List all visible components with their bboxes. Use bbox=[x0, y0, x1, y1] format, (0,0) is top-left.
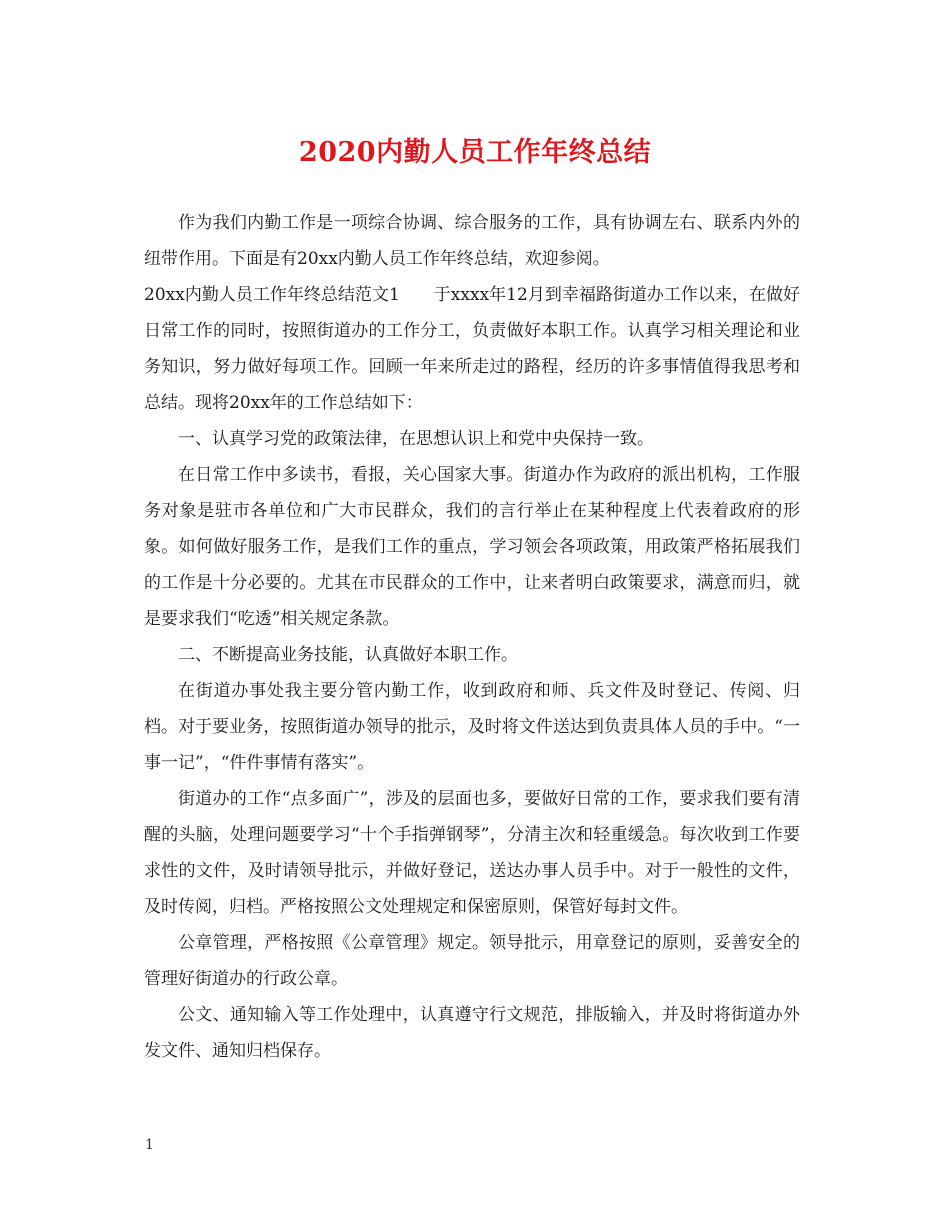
page-number: 1 bbox=[145, 1137, 154, 1153]
section-heading-2: 二、不断提高业务技能，认真做好本职工作。 bbox=[178, 645, 518, 665]
document-body bbox=[144, 205, 800, 1069]
paragraph: 街道办的工作“点多面广”，涉及的层面也多，要做好日常的工作，要求我们要有清醒的头脑，处理问题要学习“十个手指弹钢琴”，分清主次和轻重缓急。每次收到工作要求性的文件，及时请领导批示，并做好登记，送达办事人员手中。对于一般性的文件，及时传阅，归档。严格按照公文处理规定和保密原则，保管好每封文件。 bbox=[144, 789, 800, 917]
paragraph: 在日常工作中多读书，看报，关心国家大事。街道办作为政府的派出机构，工作服务对象是驻市各单位和广大市民群众，我们的言行举止在某种程度上代表着政府的形象。如何做好服务工作，是我们工作的重点，学习领会各项政策，用政策严格拓展我们的工作是十分必要的。尤其在市民群众的工作中，让来者明白政策要求，满意而归，就是要求我们“吃透”相关规定条款。 bbox=[144, 465, 800, 629]
paragraph-intro: 作为我们内勤工作是一项综合协调、综合服务的工作，具有协调左右、联系内外的纽带作用。下面是有20xx内勤人员工作年终总结，欢迎参阅。 bbox=[144, 213, 800, 269]
section-heading-1: 一、认真学习党的政策法律，在思想认识上和党中央保持一致。 bbox=[178, 429, 654, 449]
paragraph: 公文、通知输入等工作处理中，认真遵守行文规范，排版输入，并及时将街道办外发文件、通知归档保存。 bbox=[144, 1005, 800, 1061]
paragraph-sample-heading: 20xx内勤人员工作年终总结范文1 于xxxx年12月到幸福路街道办工作以来，在做好日常工作的同时，按照街道办的工作分工，负责做好本职工作。认真学习相关理论和业务知识，努力做好每项工作。回顾一年来所走过的路程，经历的许多事情值得我思考和总结。现将20xx年的工作总结如下： bbox=[144, 285, 800, 413]
paragraph: 公章管理，严格按照《公章管理》规定。领导批示，用章登记的原则，妥善安全的管理好街道办的行政公章。 bbox=[144, 933, 800, 989]
paragraph: 在街道办事处我主要分管内勤工作，收到政府和师、兵文件及时登记、传阅、归档。对于要业务，按照街道办领导的批示，及时将文件送达到负责具体人员的手中。“一事一记”，“件件事情有落实”。 bbox=[144, 681, 800, 773]
document-title: 2020内勤人员工作年终总结 bbox=[298, 137, 652, 168]
